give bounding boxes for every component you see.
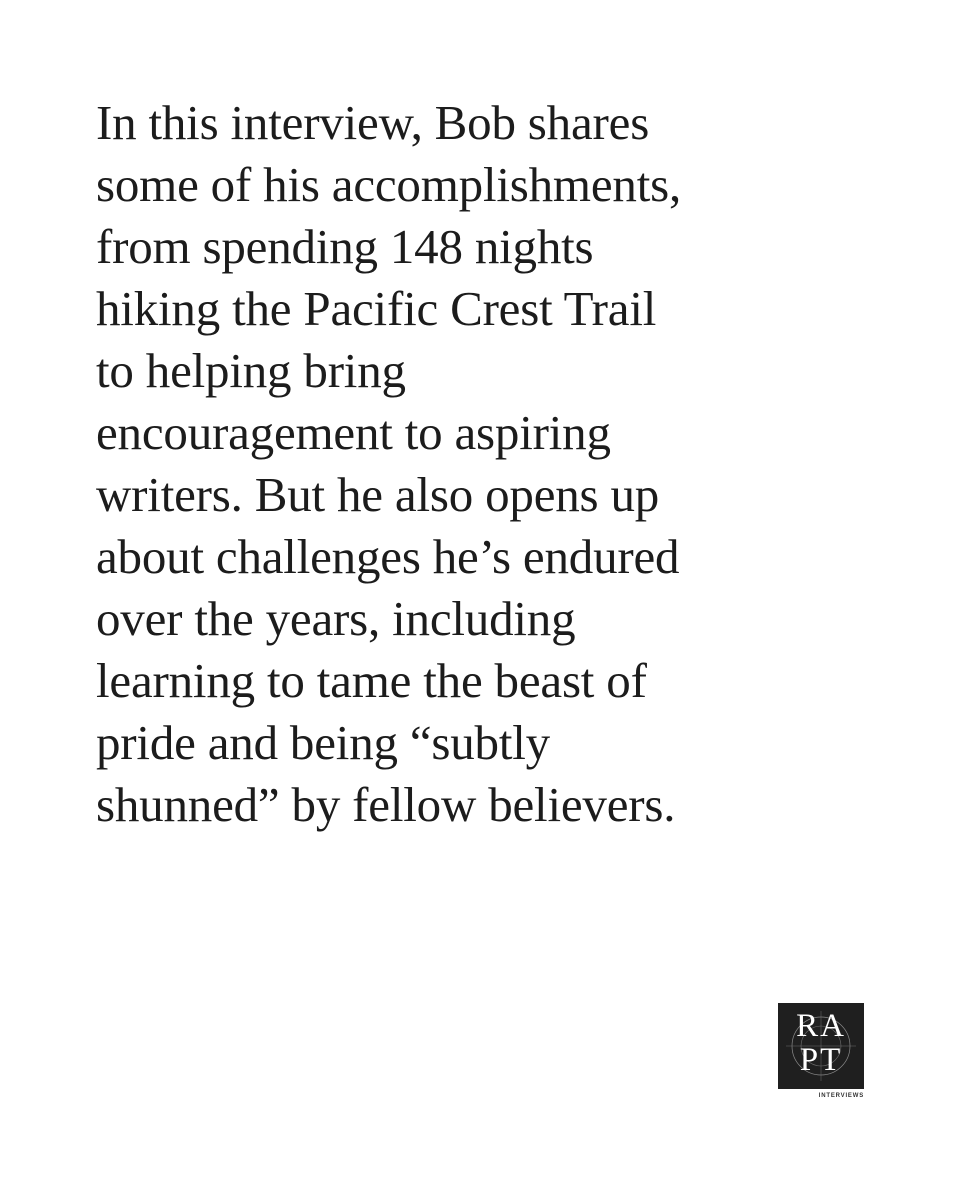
summary-line: from spending 148 nights (96, 219, 594, 274)
logo-letters (778, 1009, 864, 1077)
summary-line: some of his accomplishments, (96, 157, 682, 212)
rapt-logo (778, 1003, 864, 1089)
summary-line: hiking the Pacific Crest Trail (96, 281, 657, 336)
summary-line: In this interview, Bob shares (96, 95, 650, 150)
summary-line: over the years, including (96, 591, 576, 646)
logo-line-2: PT (799, 1042, 843, 1078)
summary-line: writers. But he also opens up (96, 467, 660, 522)
interview-summary-text (96, 92, 796, 836)
summary-line: about challenges he’s endured (96, 529, 680, 584)
summary-line: shunned” by fellow believers. (96, 777, 676, 832)
logo-caption: INTERVIEWS (818, 1093, 864, 1099)
summary-line: pride and being “subtly (96, 715, 550, 770)
logo-line-1: RA (796, 1008, 846, 1044)
summary-line: to helping bring (96, 343, 406, 398)
summary-line: encouragement to aspiring (96, 405, 611, 460)
summary-line: learning to tame the beast of (96, 653, 647, 708)
